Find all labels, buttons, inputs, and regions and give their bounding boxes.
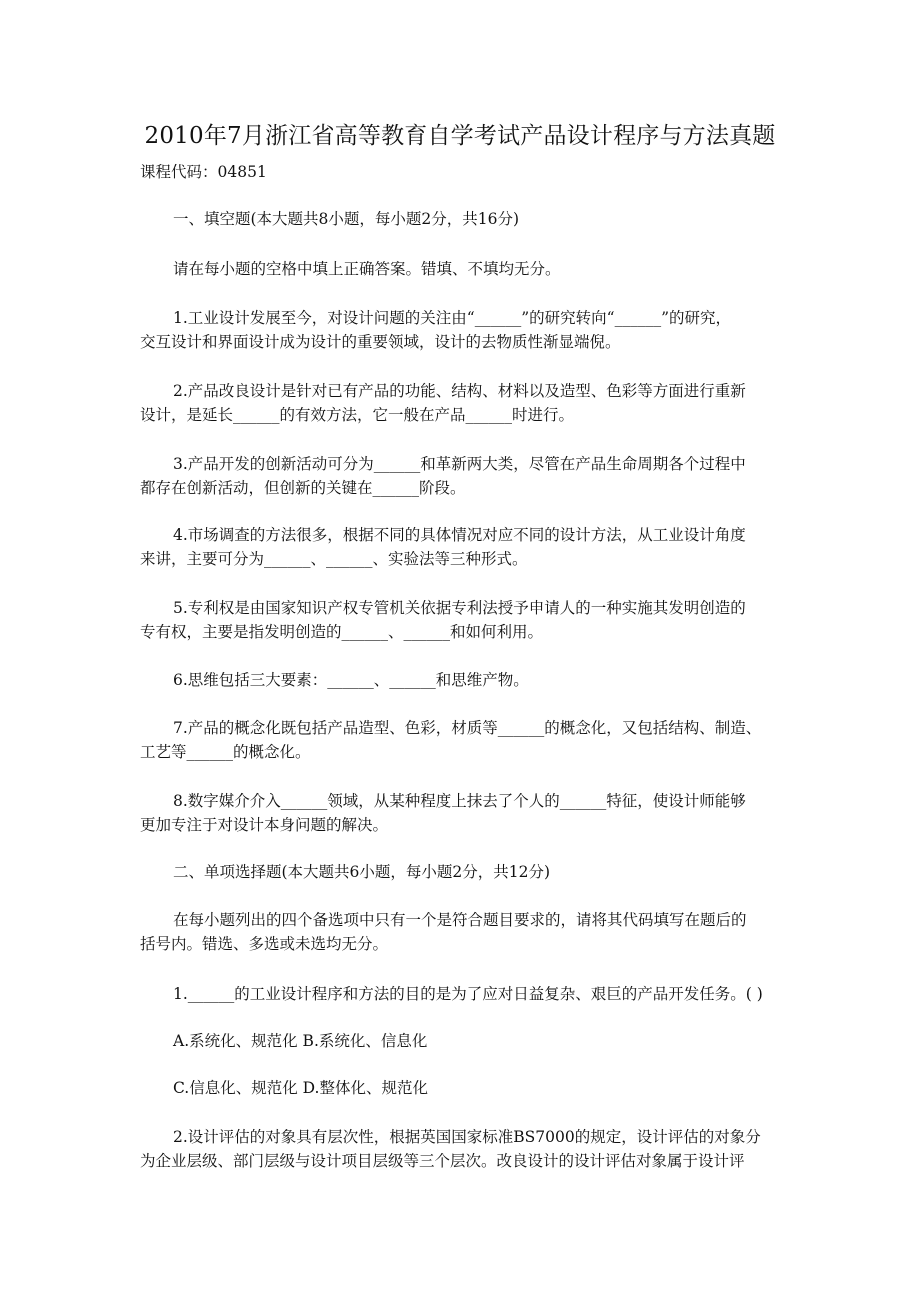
question-4-line-1: 4.市场调查的方法很多，根据不同的具体情况对应不同的设计方法，从工业设计角度 xyxy=(173,526,746,544)
question-3-line-2: 都存在创新活动，但创新的关键在______阶段。 xyxy=(140,479,466,497)
question-3-line-1: 3.产品开发的创新活动可分为______和革新两大类，尽管在产品生命周期各个过程中 xyxy=(173,455,746,473)
question-2-line-2: 设计，是延长______的有效方法，它一般在产品______时进行。 xyxy=(140,406,575,424)
choice-question-1-options-ab: A.系统化、规范化 B.系统化、信息化 xyxy=(173,1032,428,1050)
question-4-line-2: 来讲，主要可分为______、______、实验法等三种形式。 xyxy=(140,550,528,568)
section-2-instruction-line-2: 括号内。错选、多选或未选均无分。 xyxy=(140,935,389,953)
page-title: 2010年7月浙江省高等教育自学考试产品设计程序与方法真题 xyxy=(144,123,776,149)
question-1-line-2: 交互设计和界面设计成为设计的重要领域，设计的去物质性渐显端倪。 xyxy=(140,333,621,351)
section-2-heading: 二、单项选择题(本大题共6小题，每小题2分，共12分) xyxy=(173,863,551,881)
section-2-instruction-line-1: 在每小题列出的四个备选项中只有一个是符合题目要求的，请将其代码填写在题后的 xyxy=(173,911,747,929)
question-5-line-1: 5.专利权是由国家知识产权专管机关依据专利法授予申请人的一种实施其发明创造的 xyxy=(173,599,746,617)
question-1-line-1: 1.工业设计发展至今，对设计问题的关注由“______”的研究转向“______”的研究， xyxy=(173,309,731,327)
question-5-line-2: 专有权，主要是指发明创造的______、______和如何利用。 xyxy=(140,623,544,641)
question-8-line-1: 8.数字媒介介入______领域，从某种程度上抹去了个人的______特征，使设计师能够 xyxy=(173,792,746,810)
section-1-heading: 一、填空题(本大题共8小题，每小题2分，共16分) xyxy=(173,210,520,228)
question-6-line-1: 6.思维包括三大要素：______、______和思维产物。 xyxy=(173,671,529,689)
choice-question-2-line-1: 2.设计评估的对象具有层次性，根据英国国家标准BS7000的规定，设计评估的对象分 xyxy=(173,1128,761,1146)
course-code: 课程代码：04851 xyxy=(140,163,267,181)
choice-question-1: 1.______的工业设计程序和方法的目的是为了应对日益复杂、艰巨的产品开发任务。( ) xyxy=(173,985,763,1003)
question-7-line-1: 7.产品的概念化既包括产品造型、色彩，材质等______的概念化，又包括结构、制造、 xyxy=(173,719,762,737)
choice-question-2-line-2: 为企业层级、部门层级与设计项目层级等三个层次。改良设计的设计评估对象属于设计评 xyxy=(140,1152,745,1170)
question-2-line-1: 2.产品改良设计是针对已有产品的功能、结构、材料以及造型、色彩等方面进行重新 xyxy=(173,382,746,400)
question-8-line-2: 更加专注于对设计本身问题的解决。 xyxy=(140,816,389,834)
question-7-line-2: 工艺等______的概念化。 xyxy=(140,743,311,761)
choice-question-1-options-cd: C.信息化、规范化 D.整体化、规范化 xyxy=(173,1079,428,1097)
section-1-instruction: 请在每小题的空格中填上正确答案。错填、不填均无分。 xyxy=(173,260,561,278)
